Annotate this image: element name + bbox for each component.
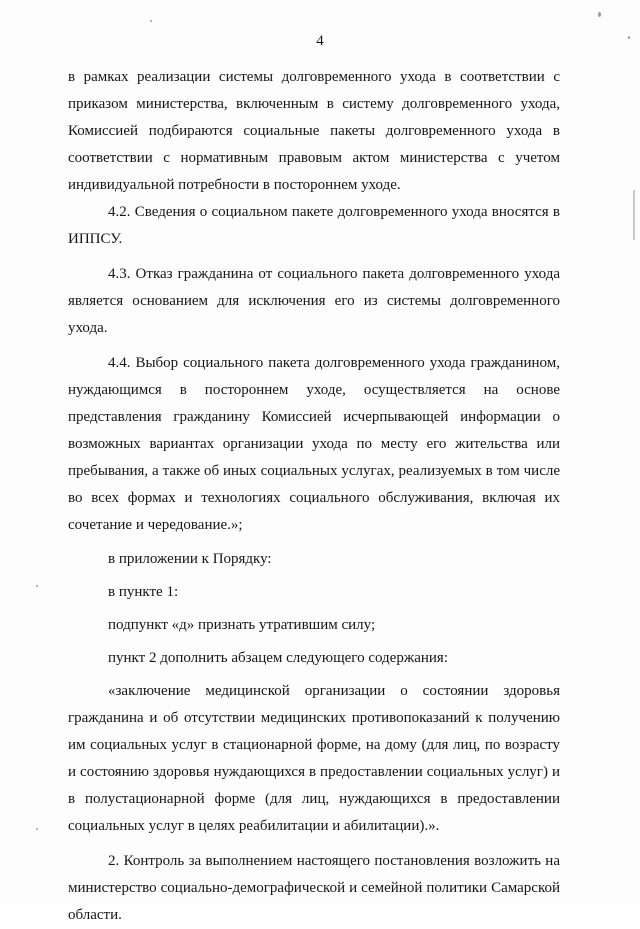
paragraph-4-2: 4.2. Сведения о социальном пакете долговременного ухода вносятся в ИППСУ. — [68, 204, 560, 247]
paragraph-point-1: в пункте 1: — [108, 584, 179, 600]
scan-edge-mark — [633, 190, 635, 240]
scan-speck — [36, 828, 38, 830]
paragraph-appendix: в приложении к Порядку: — [108, 551, 272, 567]
paragraph-4-4: 4.4. Выбор социального пакета долговременного ухода гражданином, нуждающимся в постороннем уходе, осуществляется на основе представления гражданину Комиссией исчерпывающей информации о возможных вариантах организации ухода по месту его жительства или пребывания, а также об иных социальных услугах, реализуемых в том числе во всех формах и технологиях социального обслуживания, включая их сочетание и чередование.»; — [68, 355, 560, 533]
paragraph-system-care: в рамках реализации системы долговременного ухода в соответствии с приказом министерства, включенным в систему долговременного ухода, Комиссией подбираются социальные пакеты долговременного ухода в соответствии с нормативным правовым актом министерства с учетом индивидуальной потребности в постороннем уходе. — [68, 69, 560, 193]
scan-speck — [150, 20, 152, 22]
page-number: 4 — [316, 33, 324, 49]
paragraph-control: 2. Контроль за выполнением настоящего постановления возложить на министерство социально-демографической и семейной политики Самарской области. — [68, 853, 560, 923]
paragraph-4-3: 4.3. Отказ гражданина от социального пакета долговременного ухода является основанием для исключения его из системы долговременного ухода. — [68, 266, 560, 336]
paragraph-medical-conclusion: «заключение медицинской организации о состоянии здоровья гражданина и об отсутствии медицинских противопоказаний к получению им социальных услуг в стационарной форме, на дому (для лиц, по возрасту и состоянию здоровья нуждающихся в предоставлении социальных услуг) и в полустационарной форме (для лиц, нуждающихся в предоставлении социальных услуг в целях реабилитации и абилитации).». — [68, 683, 560, 834]
paragraph-point-2: пункт 2 дополнить абзацем следующего содержания: — [108, 650, 448, 666]
scan-speck — [598, 12, 601, 17]
paragraph-subpoint-d: подпункт «д» признать утратившим силу; — [108, 617, 376, 633]
document-body — [68, 64, 560, 929]
scan-speck — [36, 585, 38, 587]
